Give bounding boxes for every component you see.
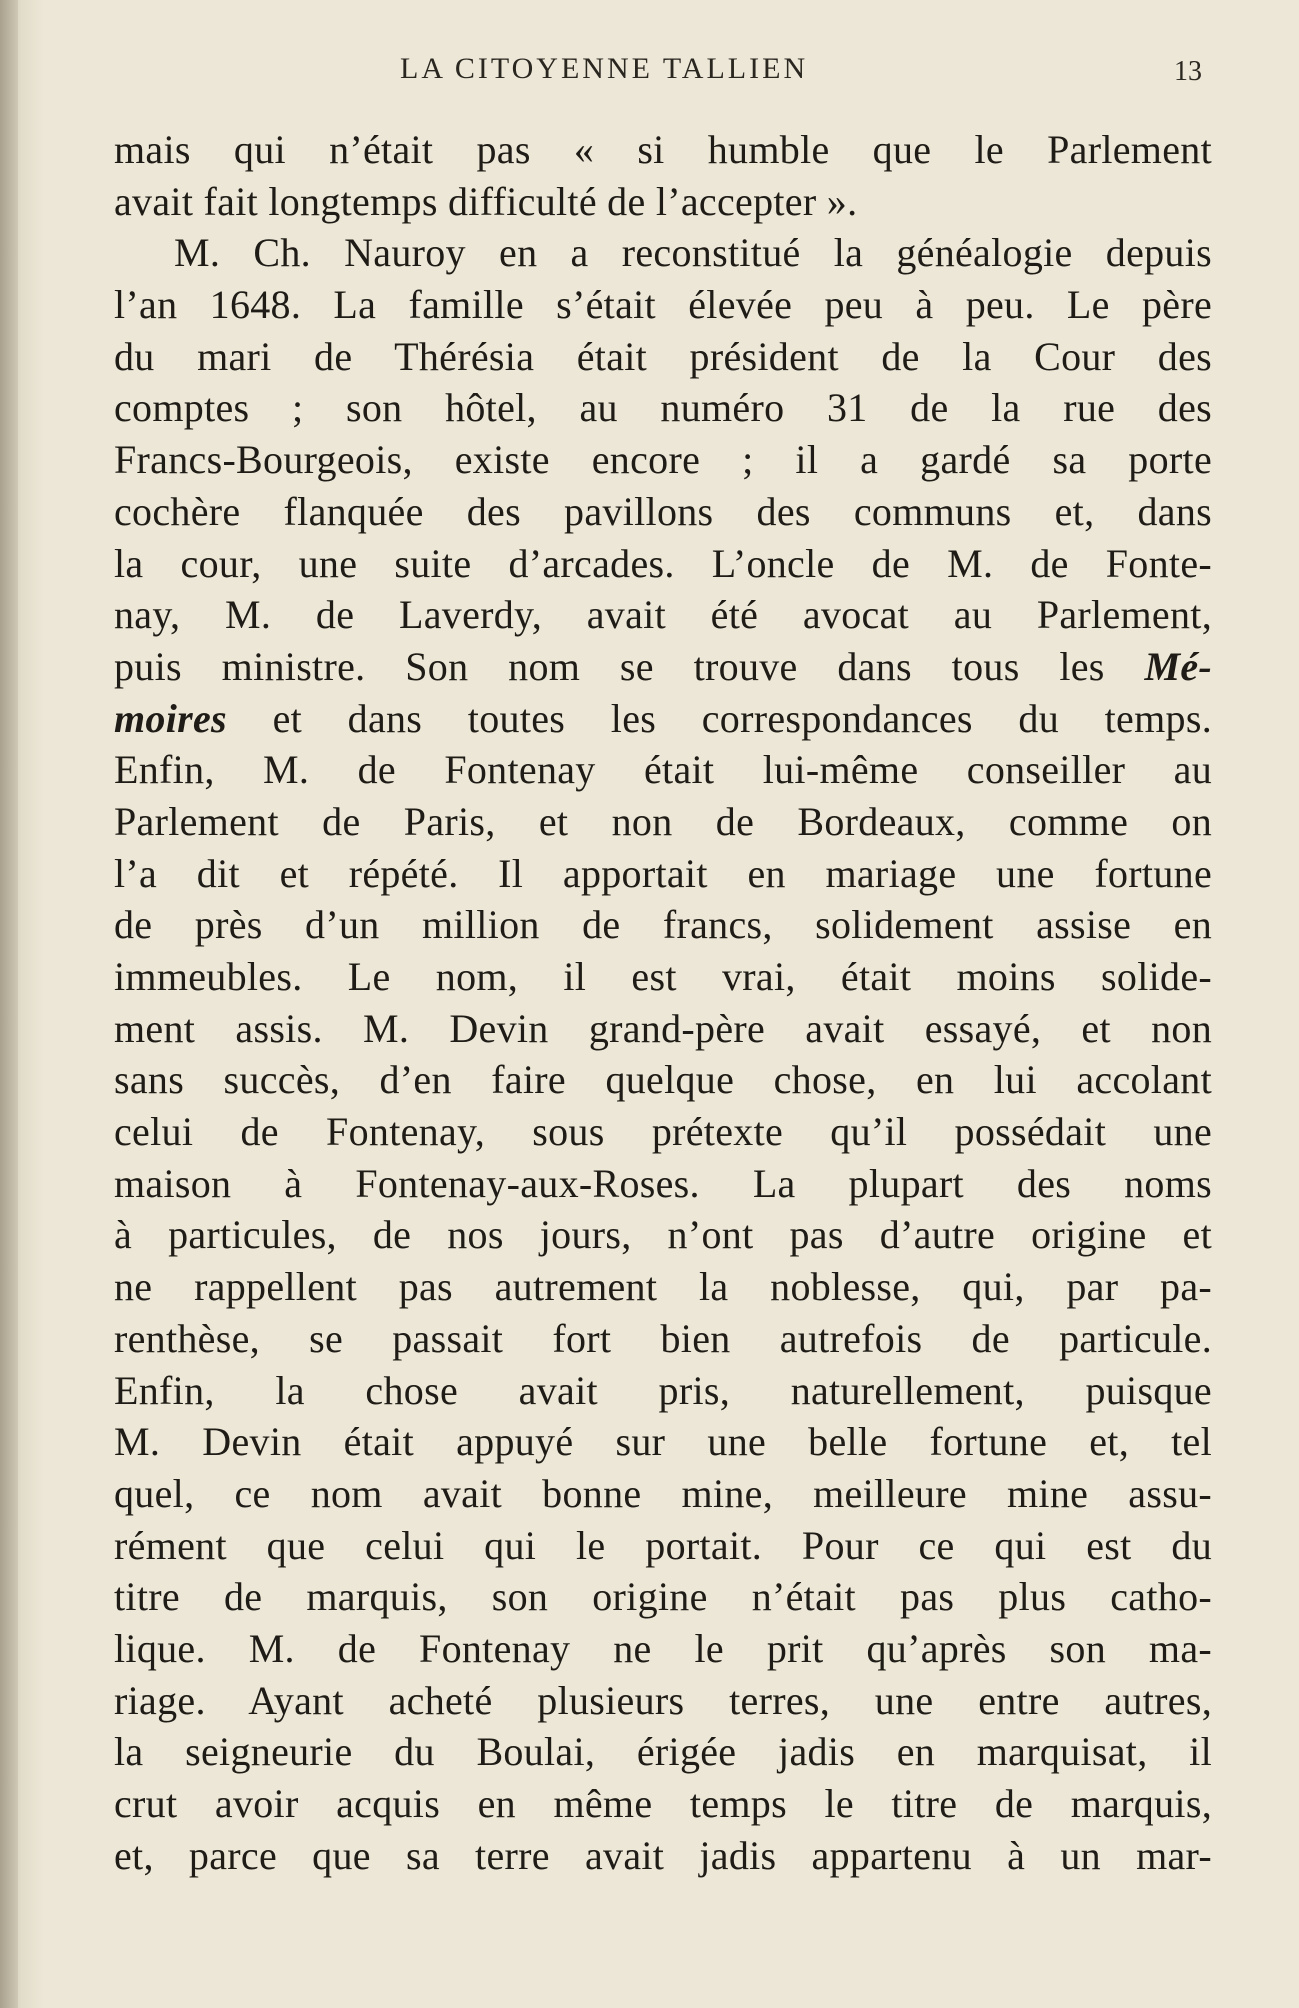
text-line: quel, ce nom avait bonne mine, meilleure mine assu- (114, 1470, 1212, 1516)
text-line: du mari de Thérésia était président de la Cour des (114, 333, 1212, 379)
page-number: 13 (1174, 56, 1202, 87)
running-head (0, 52, 1299, 102)
text-line: M. Devin était appuyé sur une belle fortune et, tel (114, 1419, 1212, 1465)
running-title: LA CITOYENNE TALLIEN (400, 52, 809, 85)
text-line: de près d’un million de francs, solidement assise en (114, 902, 1212, 948)
text-line: la cour, une suite d’arcades. L’oncle de M. de Fonte- (114, 540, 1212, 586)
text-line (114, 693, 1212, 745)
italic-word: moires (114, 695, 227, 741)
italic-word: Mé- (1144, 643, 1212, 689)
text-line: immeubles. Le nom, il est vrai, était moins solide- (114, 954, 1212, 999)
text-line: ment assis. M. Devin grand-père avait essayé, et non (114, 1005, 1212, 1051)
text-line: ne rappellent pas autrement la noblesse, qui, par pa- (114, 1264, 1212, 1310)
text-line: et, parce que sa terre avait jadis appartenu à un mar- (114, 1832, 1212, 1878)
text-line: nay, M. de Laverdy, avait été avocat au Parlement, (114, 592, 1212, 638)
text-line: crut avoir acquis en même temps le titre de marquis, (114, 1781, 1212, 1826)
text-line: la seigneurie du Boulai, érigée jadis en marquisat, il (114, 1729, 1212, 1775)
text-line: celui de Fontenay, sous prétexte qu’il possédait une (114, 1109, 1212, 1155)
text-line: rément que celui qui le portait. Pour ce qui est du (114, 1522, 1212, 1568)
text-line: avait fait longtemps difficulté de l’accepter ». (114, 178, 858, 224)
text-line: mais qui n’était pas « si humble que le Parlement (114, 127, 1212, 172)
text-line: riage. Ayant acheté plusieurs terres, une entre autres, (114, 1677, 1212, 1723)
text-line: M. Ch. Nauroy en a reconstitué la généalogie depuis (174, 230, 1212, 276)
text-line: sans succès, d’en faire quelque chose, en lui accolant (114, 1057, 1212, 1103)
text-line: maison à Fontenay-aux-Roses. La plupart des noms (114, 1160, 1212, 1206)
text-line: Enfin, M. de Fontenay était lui-même conseiller au (114, 747, 1212, 793)
text-line: renthèse, se passait fort bien autrefois de particule. (114, 1315, 1212, 1361)
text-line: l’an 1648. La famille s’était élevée peu à peu. Le père (114, 282, 1212, 328)
gutter-shadow (0, 0, 18, 2008)
text-line: à particules, de nos jours, n’ont pas d’autre origine et (114, 1212, 1212, 1258)
text-segment: puis ministre. Son nom se trouve dans tous les (114, 643, 1145, 689)
text-line (114, 641, 1212, 693)
text-line: lique. M. de Fontenay ne le prit qu’après son ma- (114, 1625, 1212, 1671)
text-line: comptes ; son hôtel, au numéro 31 de la rue des (114, 385, 1212, 431)
text-segment: et dans toutes les correspondances du temps. (272, 695, 1212, 741)
text-line: titre de marquis, son origine n’était pas plus catho- (114, 1574, 1212, 1620)
text-line: Parlement de Paris, et non de Bordeaux, comme on (114, 798, 1212, 844)
body-text (114, 124, 1212, 1881)
text-line: Francs-Bourgeois, existe encore ; il a gardé sa porte (114, 437, 1212, 483)
text-line: Enfin, la chose avait pris, naturellement, puisque (114, 1367, 1212, 1413)
text-line: cochère flanquée des pavillons des communs et, dans (114, 488, 1212, 534)
text-line: l’a dit et répété. Il apportait en mariage une fortune (114, 850, 1212, 896)
